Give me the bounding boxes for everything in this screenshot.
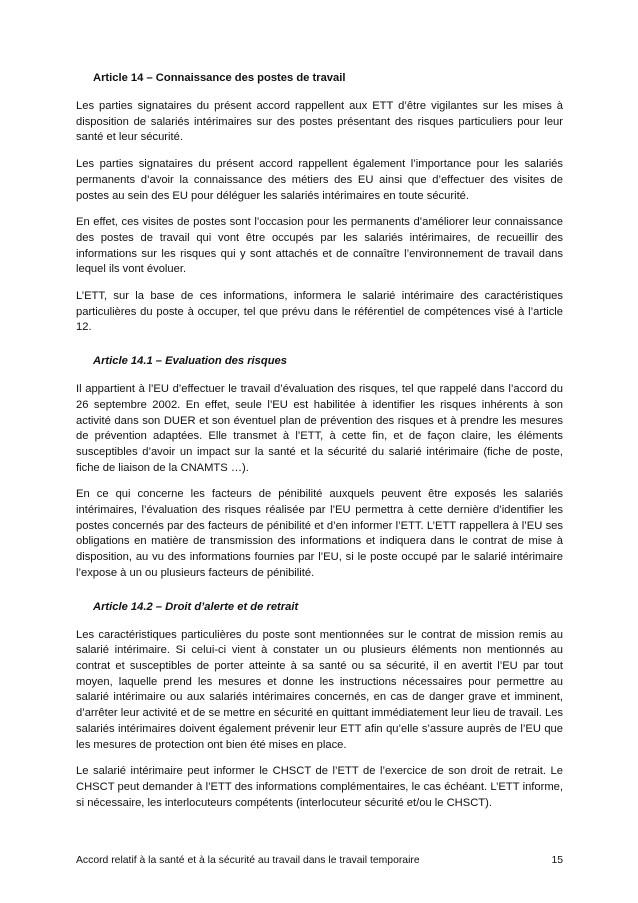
section-heading: Article 14.1 – Evaluation des risques	[93, 355, 288, 368]
paragraph: Les caractéristiques particulières du poste sont mentionnées sur le contrat de mission remis au salarié intérimaire. Si celui-ci vient à constater un ou plusieurs éléments non mentionnés au contrat et susceptibles de porter atteinte à sa santé ou sa sécurité, il en avertit l’EU par tout moyen, laquelle prend les mesures et donne les instructions nécessaires pour permettre au salarié intérimaire ou aux salariés intérimaires concernés, en cas de danger grave et imminent, d’arrêter leur activité et de se mettre en sécurité en quittant immédiatement leur lieu de travail. Les salariés intérimaires doivent également prévenir leur ETT afin qu’elle s’assure auprès de l’EU que les mesures de protection ont bien été mises en place.	[76, 628, 563, 751]
document-body	[76, 71, 563, 822]
paragraph: En effet, ces visites de postes sont l’occasion pour les permanents d’améliorer leur connaissance des postes de travail qui vont être occupés par les salariés intérimaires, de recueillir des informations sur les risques qui y sont attachés et de connaître l’environnement de travail dans lequel ils vont évoluer.	[76, 216, 563, 276]
section-article-14	[76, 71, 563, 336]
paragraph: Le salarié intérimaire peut informer le CHSCT de l’ETT de l’exercice de son droit de retrait. Le CHSCT peut demander à l’ETT des informations complémentaires, le cas échéant. L’ETT informe, si nécessaire, les interlocuteurs compétents (interlocuteur sécurité et/ou le CHSCT).	[76, 765, 563, 809]
section-article-14-1	[76, 354, 563, 581]
page-number: 15	[551, 855, 563, 866]
paragraph: L’ETT, sur la base de ces informations, informera le salarié intérimaire des caractéristiques particulières du poste à occuper, tel que prévu dans le référentiel de compétences visé à l’article 12.	[76, 290, 563, 334]
paragraph: Les parties signataires du présent accord rappellent également l’importance pour les salariés permanents d’avoir la connaissance des métiers des EU ainsi que d’effectuer des visites de postes au sein des EU pour déléguer les salariés intérimaires en toute sécurité.	[76, 158, 563, 202]
footer-title: Accord relatif à la santé et à la sécurité au travail dans le travail temporaire	[76, 855, 420, 866]
paragraph: Il appartient à l’EU d’effectuer le travail d’évaluation des risques, tel que rappelé dans l’accord du 26 septembre 2002. En effet, seule l’EU est habilitée à identifier les risques inhérents à son activité dans son DUER et son éventuel plan de prévention des risques et à prendre les mesures de prévention adaptées. Elle transmet à l’ETT, à cette fin, et de façon claire, les éléments susceptibles d’avoir un impact sur la santé et la sécurité du salarié intérimaire (fiche de poste, fiche de liaison de la CNAMTS …).	[76, 383, 563, 474]
section-heading: Article 14 – Connaissance des postes de travail	[93, 72, 346, 84]
paragraph: Les parties signataires du présent accord rappellent aux ETT d’être vigilantes sur les mises à disposition de salariés intérimaires sur des postes présentant des risques particuliers pour leur santé et leur sécurité.	[76, 100, 563, 144]
section-heading: Article 14.2 – Droit d’alerte et de retrait	[93, 600, 299, 613]
paragraph: En ce qui concerne les facteurs de pénibilité auxquels peuvent être exposés les salariés intérimaires, l’évaluation des risques réalisée par l’EU permettra à cette dernière d’identifier les postes concernés par des facteurs de pénibilité et d’en informer l’ETT. L’ETT rappellera à l’EU ses obligations en matière de transmission des informations et indiquera dans le contrat de mise à disposition, au vu des informations fournies par l’EU, si le poste occupé par le salarié intérimaire l’expose à un ou plusieurs facteurs de pénibilité.	[76, 488, 563, 579]
section-article-14-2	[76, 600, 563, 812]
page-footer	[76, 854, 563, 867]
